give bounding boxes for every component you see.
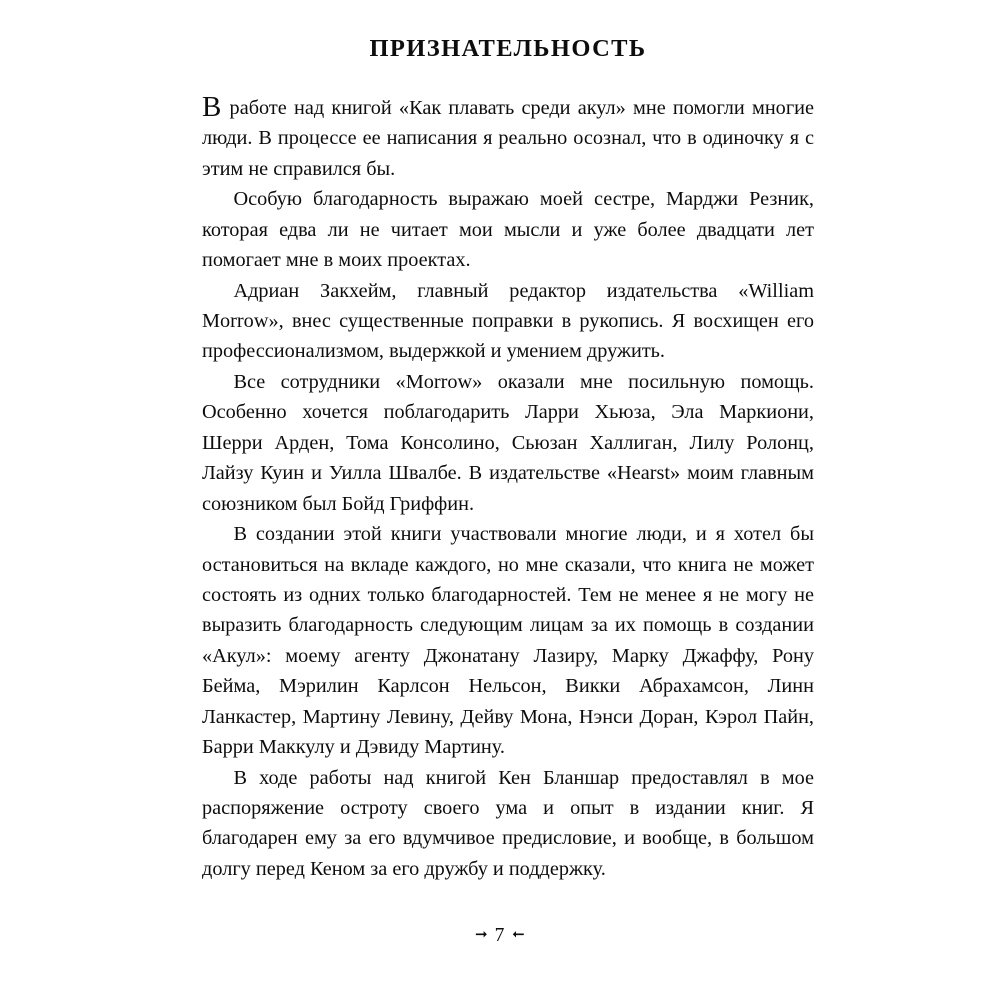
drop-cap: В — [202, 90, 223, 123]
right-arrow-icon: ➞ — [511, 927, 525, 943]
paragraph-1 — [202, 90, 814, 184]
page-number: 7 — [494, 925, 506, 946]
paragraph-4-text: Все сотрудники «Morrow» оказали мне посильную помощь. Особенно хочется поблагодарить Ларри Хьюза, Эла Маркиони, Шерри Арден, Тома Консолино, Сьюзан Халлиган, Лилу Ролонц, Лайзу Куин и Уилла Швалбе. В издательстве «Hearst» моим главным союзником был Бойд Гриффин. — [202, 370, 814, 515]
paragraph-6-text: В ходе работы над книгой Кен Бланшар предоставлял в мое распоряжение остроту своего ума и опыт в издании книг. Я благодарен ему за его вдумчивое предисловие, и вообще, в большом долгу перед Кеном за его дружбу и поддержку. — [202, 766, 814, 880]
paragraph-6 — [202, 763, 814, 885]
paragraph-5-text: В создании этой книги участвовали многие люди, и я хотел бы остановиться на вкладе каждого, но мне сказали, что книга не может состоять из одних только благодарностей. Тем не менее я не могу не выразить благодарность следующим лицам за их помощь в создании «Акул»: моему агенту Джонатану Лазиру, Марку Джаффу, Рону Бейма, Мэрилин Карлсон Нельсон, Викки Абрахамсон, Линн Ланкастер, Мартину Левину, Дейву Мона, Нэнси Доран, Кэрол Пайн, Барри Маккулу и Дэвиду Мартину. — [202, 523, 814, 759]
paragraph-1-text: работе над книгой «Как плавать среди акул» мне помогли многие люди. В процессе ее написания я реально осознал, что в одиночку я с этим не справился бы. — [202, 96, 814, 180]
page-content — [202, 36, 814, 884]
paragraph-4 — [202, 367, 814, 519]
page-footer — [0, 925, 1000, 947]
paragraph-2-text: Особую благодарность выражаю моей сестре, Марджи Резник, которая едва ли не читает мои мысли и уже более двадцати лет помогает мне в моих проектах. — [202, 188, 814, 272]
paragraph-5 — [202, 519, 814, 763]
body-text — [202, 90, 814, 884]
left-arrow-icon: ➞ — [475, 927, 489, 943]
paragraph-3-text: Адриан Закхейм, главный редактор издательства «William Morrow», внес существенные поправки в рукопись. Я восхищен его профессионализмом, выдержкой и умением дружить. — [202, 279, 814, 363]
page-title: ПРИЗНАТЕЛЬНОСТЬ — [369, 35, 647, 62]
paragraph-2 — [202, 184, 814, 275]
paragraph-3 — [202, 276, 814, 367]
